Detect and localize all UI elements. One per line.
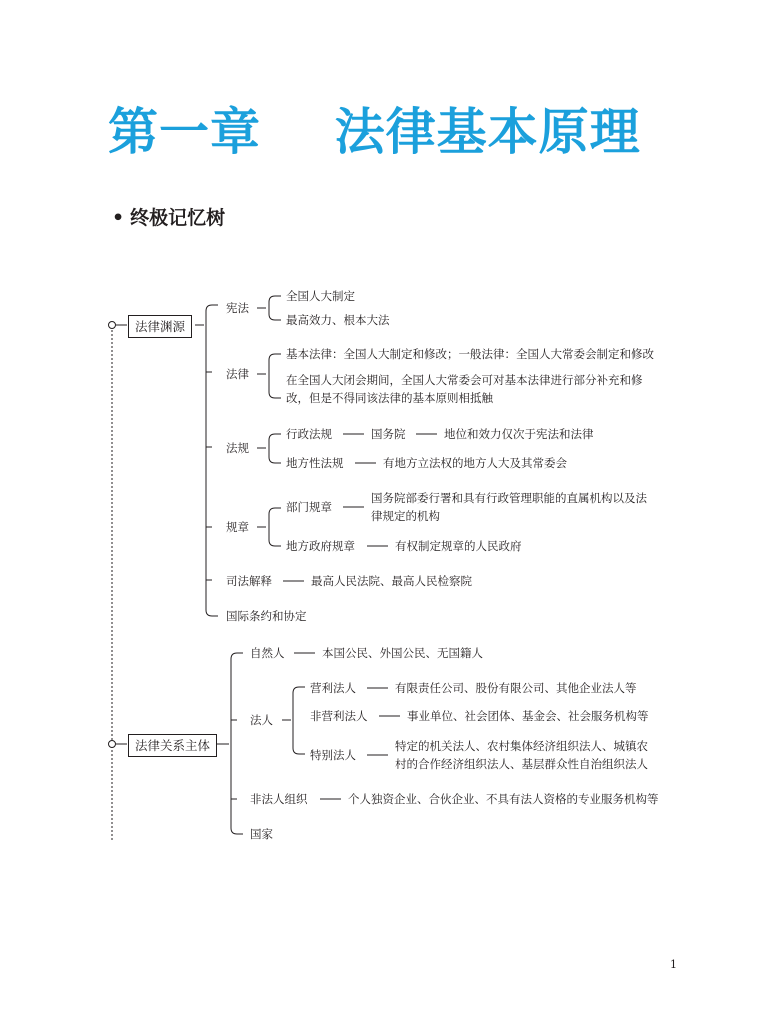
leaf-local-regulations: 地方性法规	[286, 456, 344, 470]
leaf-admin-regulations: 行政法规	[286, 427, 332, 441]
leaf-dept-rules-desc-2: 律规定的机构	[371, 509, 440, 523]
node-legal-person: 法人	[250, 713, 273, 727]
root-circle-2	[109, 741, 116, 748]
root-circle-1	[109, 322, 116, 329]
node-regulations: 法规	[226, 441, 249, 455]
leaf-dept-rules-desc-1: 国务院部委行署和具有行政管理职能的直属机构以及法	[371, 491, 647, 505]
node-constitution: 宪法	[226, 301, 249, 315]
leaf-admin-reg-desc: 地位和效力仅次于宪法和法律	[444, 427, 594, 441]
node-unincorporated: 非法人组织	[250, 792, 308, 806]
node-international-treaties: 国际条约和协定	[226, 609, 307, 623]
node-natural-person: 自然人	[250, 646, 285, 660]
root-node-legal-subjects: 法律关系主体	[128, 734, 217, 757]
page-number: 1	[670, 958, 677, 971]
leaf-local-gov-rules-desc: 有权制定规章的人民政府	[395, 539, 522, 553]
node-judicial-interpretation: 司法解释	[226, 574, 272, 588]
leaf-unincorporated-desc: 个人独资企业、合伙企业、不具有法人资格的专业服务机构等	[348, 792, 659, 806]
leaf-constitution-1: 全国人大制定	[286, 289, 355, 303]
leaf-non-profit: 非营利法人	[310, 709, 368, 723]
leaf-local-gov-rules: 地方政府规章	[286, 539, 355, 553]
leaf-special-desc-1: 特定的机关法人、农村集体经济组织法人、城镇农	[395, 739, 648, 753]
leaf-constitution-2: 最高效力、根本大法	[286, 313, 390, 327]
section-label: 终极记忆树	[130, 207, 226, 229]
leaf-for-profit-desc: 有限责任公司、股份有限公司、其他企业法人等	[395, 681, 637, 695]
leaf-special: 特别法人	[310, 748, 356, 762]
leaf-non-profit-desc: 事业单位、社会团体、基金会、社会服务机构等	[407, 709, 649, 723]
node-rules: 规章	[226, 520, 249, 534]
leaf-dept-rules: 部门规章	[286, 500, 332, 514]
leaf-for-profit: 营利法人	[310, 681, 356, 695]
leaf-natural-person-desc: 本国公民、外国公民、无国籍人	[322, 646, 483, 660]
root-node-legal-sources: 法律渊源	[128, 315, 192, 338]
node-state: 国家	[250, 827, 273, 841]
bullet-dot: •	[112, 207, 125, 229]
leaf-law-2a: 在全国人大闭会期间，全国人大常委会可对基本法律进行部分补充和修	[286, 373, 643, 387]
chapter-title: 第一章 法律基本原理	[108, 102, 641, 161]
leaf-judicial-desc: 最高人民法院、最高人民检察院	[311, 574, 472, 588]
leaf-law-2b: 改，但是不得同该法律的基本原则相抵触	[286, 391, 493, 405]
leaf-special-desc-2: 村的合作经济组织法人、基层群众性自治组织法人	[395, 757, 648, 771]
node-law: 法律	[226, 367, 249, 381]
leaf-law-1: 基本法律：全国人大制定和修改；一般法律：全国人大常委会制定和修改	[286, 347, 654, 361]
leaf-state-council: 国务院	[371, 427, 406, 441]
leaf-local-reg-desc: 有地方立法权的地方人大及其常委会	[383, 456, 567, 470]
